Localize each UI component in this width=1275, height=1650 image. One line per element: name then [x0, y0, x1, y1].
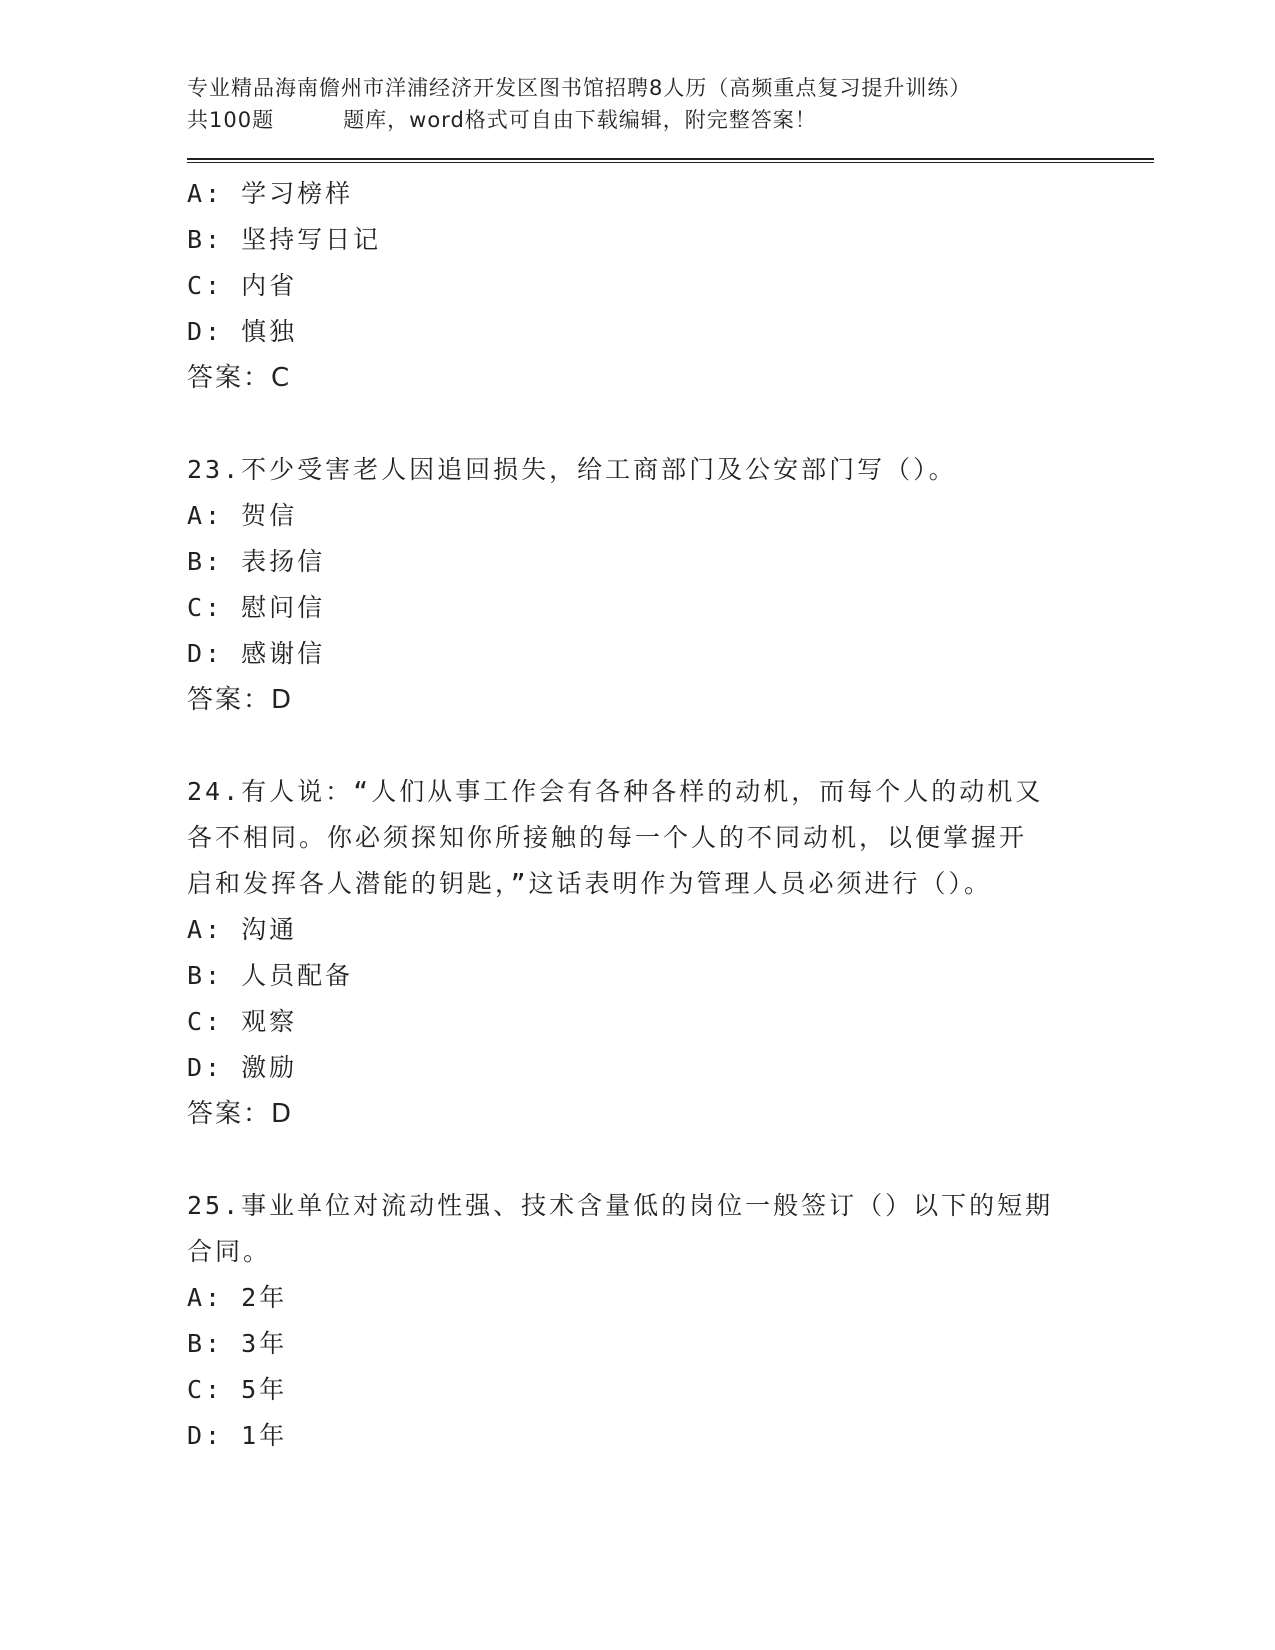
option-d: D: 激励: [187, 1053, 298, 1082]
document-header: [187, 72, 1157, 136]
option-b: B: 人员配备: [187, 961, 354, 990]
question-text: 合同。: [187, 1237, 272, 1266]
answer-line: 答案：C: [187, 363, 292, 393]
option-b: B: 3年: [187, 1329, 288, 1358]
option-a: A: 2年: [187, 1283, 288, 1312]
prev-question-block: [187, 171, 1157, 401]
option-a: A: 贺信: [187, 501, 298, 530]
option-d: D: 慎独: [187, 317, 298, 346]
option-c: C: 慰问信: [187, 593, 326, 622]
option-a: A: 沟通: [187, 915, 298, 944]
option-c: C: 内省: [187, 271, 298, 300]
question-24-block: [187, 769, 1157, 1137]
question-text: 启和发挥各人潜能的钥匙，”这话表明作为管理人员必须进行（）。: [187, 869, 993, 898]
option-d: D: 1年: [187, 1421, 288, 1450]
question-25-block: [187, 1183, 1157, 1459]
question-content: [187, 171, 1157, 1459]
option-a: A: 学习榜样: [187, 179, 354, 208]
header-title-line-2: 共100题 题库，word格式可自由下载编辑，附完整答案！: [187, 108, 817, 132]
question-text: 25.事业单位对流动性强、技术含量低的岗位一般签订（）以下的短期: [187, 1191, 1054, 1220]
header-divider: [187, 158, 1154, 163]
question-text: 24.有人说：“人们从事工作会有各种各样的动机，而每个人的动机又: [187, 777, 1044, 806]
option-c: C: 5年: [187, 1375, 288, 1404]
header-title-line-1: 专业精品海南儋州市洋浦经济开发区图书馆招聘8人历（高频重点复习提升训练）: [187, 76, 972, 100]
question-text: 各不相同。你必须探知你所接触的每一个人的不同动机，以便掌握开: [187, 823, 1028, 852]
document-page: [187, 72, 1157, 1459]
option-c: C: 观察: [187, 1007, 298, 1036]
question-text: 23.不少受害老人因追回损失，给工商部门及公安部门写（）。: [187, 455, 957, 484]
option-b: B: 坚持写日记: [187, 225, 382, 254]
option-d: D: 感谢信: [187, 639, 326, 668]
answer-line: 答案：D: [187, 1099, 294, 1129]
answer-line: 答案：D: [187, 685, 294, 715]
option-b: B: 表扬信: [187, 547, 326, 576]
question-23-block: [187, 447, 1157, 723]
